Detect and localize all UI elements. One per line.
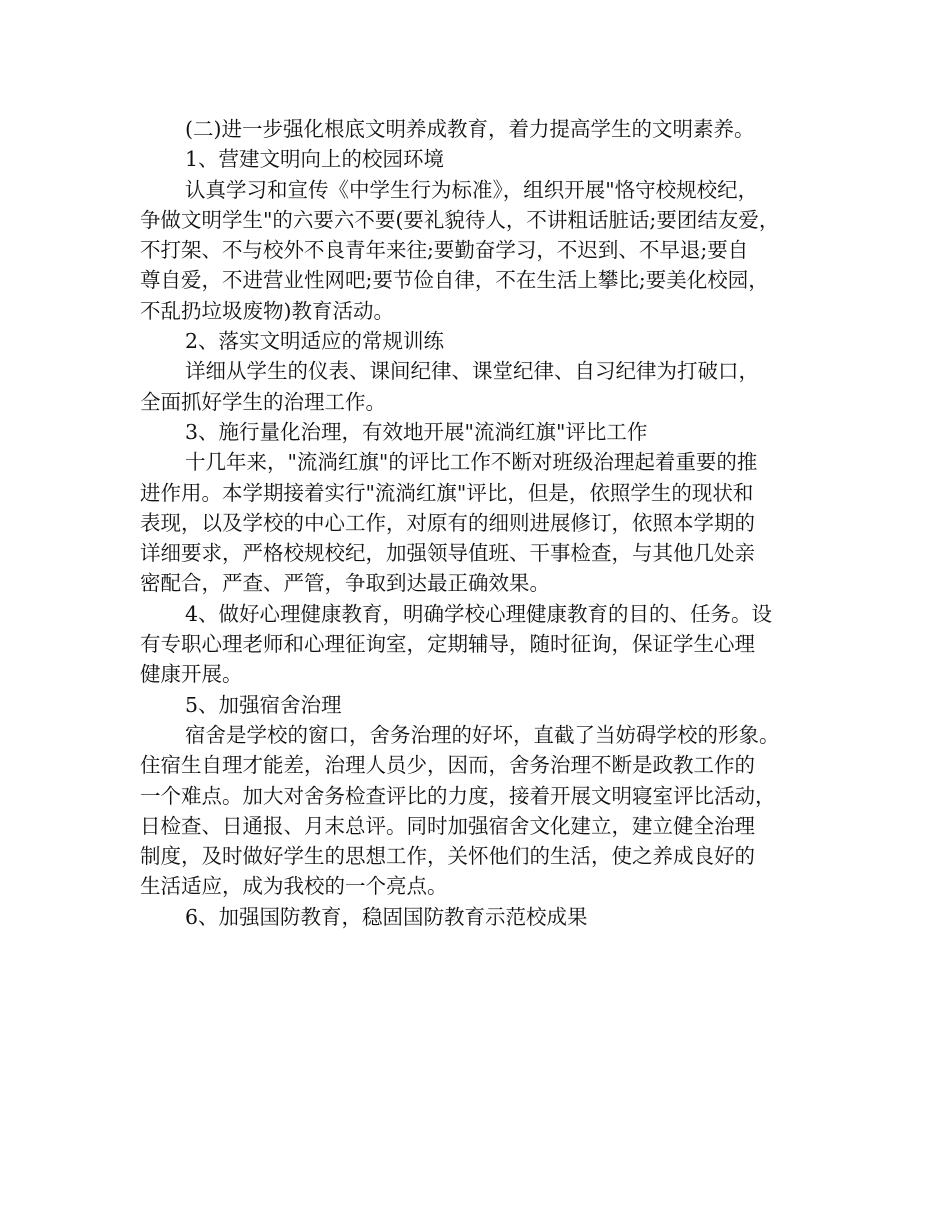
text-line: 6、加强国防教育，稳固国防教育示范校成果 xyxy=(185,904,588,929)
text-line: 全面抓好学生的治理工作。 xyxy=(140,389,386,414)
text-line: 2、落实文明适应的常规训练 xyxy=(185,329,445,354)
text-line: 详细要求，严格校规校纪，加强领导值班、干事检查，与其他几处亲 xyxy=(140,541,755,566)
text-line: 不乱扔垃圾废物)教育活动。 xyxy=(140,298,394,323)
text-line: 认真学习和宣传《中学生行为标准》，组织开展"恪守校规校纪， xyxy=(185,177,759,202)
text-line: 宿舍是学校的窗口，舍务治理的好坏，直截了当妨碍学校的形象。 xyxy=(185,722,780,747)
text-line: 1、营建文明向上的校园环境 xyxy=(185,147,445,172)
text-line: 住宿生自理才能差，治理人员少，因而，舍务治理不断是政教工作的 xyxy=(140,753,755,778)
text-line: (二)进一步强化根底文明养成教育，着力提高学生的文明素养。 xyxy=(185,117,755,141)
text-line: 制度，及时做好学生的思想工作，关怀他们的生活，使之养成良好的 xyxy=(140,844,755,869)
text-line: 尊自爱，不进营业性网吧;要节俭自律，不在生活上攀比;要美化校园， xyxy=(140,268,769,293)
text-line: 表现，以及学校的中心工作，对原有的细则进展修订，依照本学期的 xyxy=(140,510,755,535)
text-line: 一个难点。加大对舍务检查评比的力度，接着开展文明寝室评比活动， xyxy=(140,783,776,808)
text-line: 日检查、日通报、月末总评。同时加强宿舍文化建立，建立健全治理 xyxy=(140,813,755,838)
text-line: 有专职心理老师和心理征询室，定期辅导，随时征询，保证学生心理 xyxy=(140,632,755,657)
document-page xyxy=(140,114,830,932)
text-line: 健康开展。 xyxy=(140,662,243,687)
text-line: 生活适应，成为我校的一个亮点。 xyxy=(140,874,448,899)
text-line: 不打架、不与校外不良青年来往;要勤奋学习，不迟到、不早退;要自 xyxy=(140,238,749,263)
text-line: 密配合，严查、严管，争取到达最正确效果。 xyxy=(140,571,550,596)
text-line: 详细从学生的仪表、课间纪律、课堂纪律、自习纪律为打破口， xyxy=(185,359,759,384)
text-line: 5、加强宿舍治理 xyxy=(185,692,342,717)
text-line: 4、做好心理健康教育，明确学校心理健康教育的目的、任务。设 xyxy=(185,601,773,626)
text-line: 争做文明学生"的六要六不要(要礼貌待人，不讲粗话脏话;要团结友爱， xyxy=(140,207,780,232)
text-line: 3、施行量化治理，有效地开展"流淌红旗"评比工作 xyxy=(185,419,648,444)
text-line: 进作用。本学期接着实行"流淌红旗"评比，但是，依照学生的现状和 xyxy=(140,480,754,505)
text-line: 十几年来，"流淌红旗"的评比工作不断对班级治理起着重要的推 xyxy=(185,450,758,475)
